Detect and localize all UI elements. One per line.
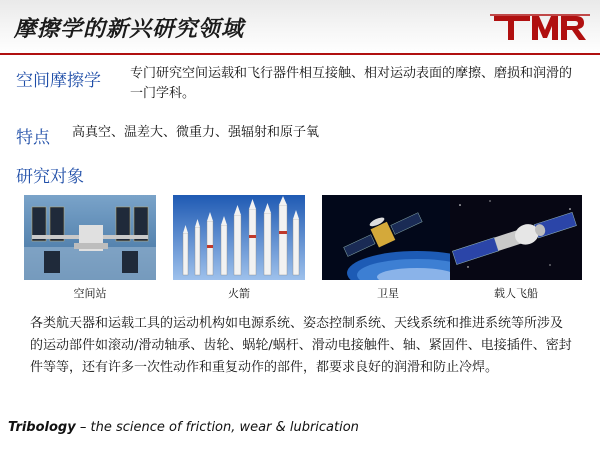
caption-crewed-spacecraft: 载人飞船 (494, 287, 538, 300)
space-station-photo (24, 195, 156, 280)
features-text: 高真空、温差大、微重力、强辐射和原子氧 (72, 125, 320, 140)
caption-space-station: 空间站 (73, 287, 107, 300)
objects-label: 研究对象 (16, 167, 84, 187)
satellite-photo (322, 195, 454, 280)
tmr-logo (490, 14, 590, 44)
slide-title: 摩擦学的新兴研究领域 (14, 16, 245, 42)
definition-label: 空间摩擦学 (16, 71, 101, 91)
footer-bold: Tribology (8, 420, 76, 435)
description-paragraph: 各类航天器和运载工具的运动机构如电源系统、姿态控制系统、天线系统和推进系统等所涉及的运动部件如滚动/滑动轴承、齿轮、蜗轮/蜗杆、滑动电接触件、轴、紧固件、电接插件、密封件等等，还有许多一次性动作和重复动作的部件，都要求良好的润滑和防止冷焊。 (30, 316, 572, 375)
header-divider (0, 53, 600, 55)
tmr-logo-icon (490, 14, 590, 44)
caption-rockets: 火箭 (228, 287, 250, 300)
features-label: 特点 (16, 128, 50, 148)
rockets-photo (173, 195, 305, 280)
footer-tagline (8, 420, 359, 435)
caption-satellite: 卫星 (377, 287, 399, 300)
definition-text: 专门研究空间运载和飞行器件相互接触、相对运动表面的摩擦、磨损和润滑的一门学科。 (130, 66, 573, 101)
crewed-spacecraft-photo (450, 195, 582, 280)
footer-rest: – the science of friction, wear & lubrication (75, 420, 359, 435)
